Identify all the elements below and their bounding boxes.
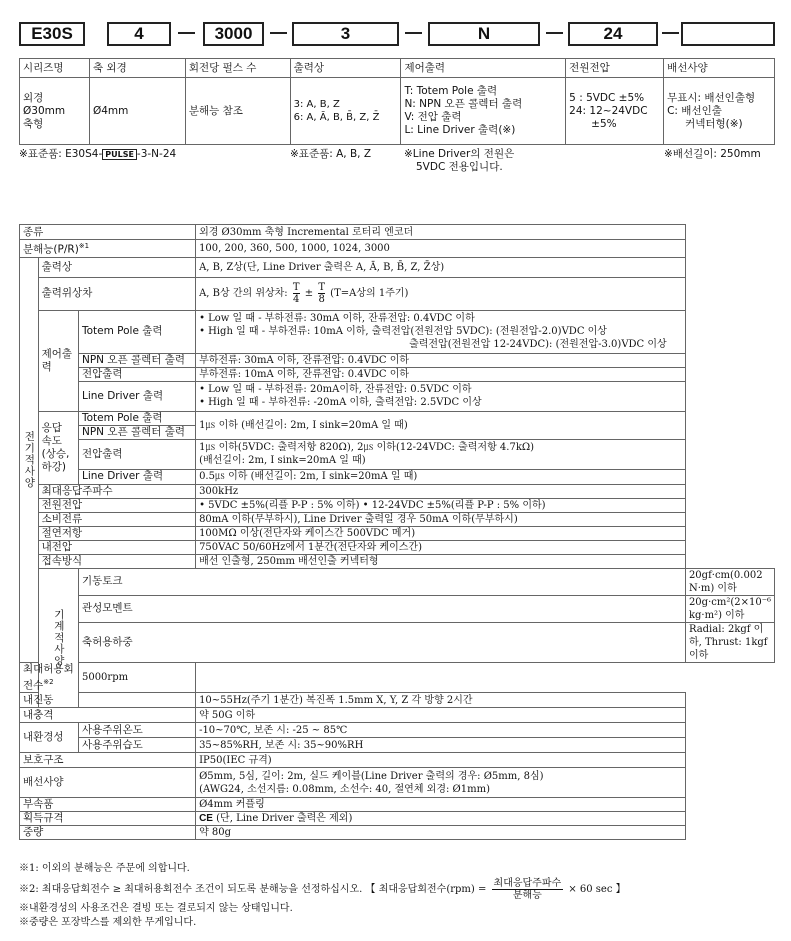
ordering-table [19, 58, 775, 145]
spec-label: 최대응답주파수 [38, 484, 195, 498]
footnote-3: ※내환경성의 사용조건은 결빙 또는 결로되지 않는 상태입니다. [19, 903, 293, 914]
code-control-output: N [428, 22, 540, 46]
spec-value: 5000rpm [78, 662, 195, 693]
code-output-phase: 3 [292, 22, 399, 46]
standard-note: ※표준품: E30S4- PULSE -3-N-24 [19, 148, 177, 160]
spec-label: 기동토크 [78, 568, 685, 595]
ord-header: 회전당 펄스 수 [185, 59, 290, 78]
spec-label: 전원전압 [38, 498, 195, 512]
ord-shaft: Ø4mm [89, 78, 185, 145]
ce-mark-icon: CE [199, 813, 213, 824]
spec-value: 약 80g [196, 826, 686, 840]
code-dash [662, 32, 679, 34]
spec-table [19, 224, 775, 840]
spec-value: 0.5㎲ 이하 (배선길이: 2m, I sink=20mA 일 때) [196, 469, 686, 484]
spec-label: 보호구조 [20, 753, 196, 768]
ord-cable: 무표시: 배선인출형 C: 배선인출 커넥터형(※) [664, 78, 775, 145]
spec-value: • Low 일 때 - 부하전류: 20mA이하, 잔류전압: 0.5VDC 이하 • High 일 때 - 부하전류: -20mA 이하, 출력전압: 2.5VDC 이상 [196, 381, 686, 411]
spec-label: 축허용하중 [78, 622, 685, 662]
code-cable [681, 22, 775, 46]
spec-label: 부속품 [20, 798, 196, 812]
spec-value: A, B, Z상(단, Line Driver 출력은 A, Ā, B, B̄, Z, Z̄상) [196, 257, 686, 277]
spec-label: 출력위상차 [38, 277, 195, 310]
spec-value: 외경 Ø30mm 축형 Incremental 로터리 엔코더 [196, 225, 686, 240]
group-mechanical: 기계적사양 [38, 568, 78, 708]
spec-label: Totem Pole 출력 [78, 411, 195, 425]
spec-value: • 5VDC ±5%(리플 P-P : 5% 이하) • 12-24VDC ±5%(리플 P-P : 5% 이하) [196, 498, 686, 512]
code-power: 24 [568, 22, 658, 46]
spec-value: 부하전류: 10mA 이하, 잔류전압: 0.4VDC 이하 [196, 367, 686, 381]
spec-label: 최대허용회전수$^{※2}$ [20, 662, 79, 693]
spec-label: 종류 [20, 225, 196, 240]
code-pulse: 3000 [203, 22, 264, 46]
code-series: E30S [19, 22, 85, 46]
footnote-4: ※중량은 포장박스를 제외한 무게입니다. [19, 917, 197, 928]
spec-value: Ø4mm 커플링 [196, 798, 686, 812]
spec-label: 전압출력 [78, 367, 195, 381]
spec-label: Totem Pole 출력 [78, 310, 195, 353]
spec-value: Radial: 2kgf 이하, Thrust: 1kgf 이하 [685, 622, 774, 662]
spec-label: 출력상 [38, 257, 195, 277]
spec-value: 300kHz [196, 484, 686, 498]
spec-value: • Low 일 때 - 부하전류: 30mA 이하, 잔류전압: 0.4VDC 이하 • High 일 때 - 부하전류: 10mA 이하, 출력전압(전원전압 5VDC): (전원전압-2.0)VDC 이상 출력전압(전원전압 12-24VDC): (전원전압-3.0)VDC 이상 [196, 310, 686, 353]
spec-label: 응답 속도 (상승, 하강) [38, 411, 78, 484]
ord-header: 축 외경 [89, 59, 185, 78]
spec-label: Line Driver 출력 [78, 469, 195, 484]
spec-value: IP50(IEC 규격) [196, 753, 686, 768]
ord-power: 5 : 5VDC ±5% 24: 12~24VDC ±5% [566, 78, 664, 145]
spec-value: 80mA 이하(무부하시), Line Driver 출력일 경우 50mA 이하(무부하시) [196, 512, 686, 526]
cable-note: ※배선길이: 250mm [664, 148, 761, 160]
spec-value: Ø5mm, 5심, 길이: 2m, 실드 케이블(Line Driver 출력의 경우: Ø5mm, 8심) (AWG24, 소선지름: 0.08mm, 소선수: 40, 절연체 외경: Ø1mm) [196, 768, 686, 798]
spec-value: 750VAC 50/60Hz에서 1분간(전단자와 케이스간) [196, 540, 686, 554]
pulse-badge: PULSE [102, 149, 137, 160]
spec-value: CE (단, Line Driver 출력은 제외) [196, 812, 686, 826]
code-dash [546, 32, 563, 34]
spec-value: 100, 200, 360, 500, 1000, 1024, 3000 [196, 240, 686, 258]
spec-label: 관성모멘트 [78, 595, 685, 622]
ord-control-output: T: Totem Pole 출력 N: NPN 오픈 콜렉터 출력 V: 전압 출력 L: Line Driver 출력(※) [401, 78, 566, 145]
spec-value: 1㎲ 이하 (배선길이: 2m, I sink=20mA 일 때) [196, 411, 686, 439]
spec-label: 사용주위습도 [78, 738, 195, 753]
spec-label: 배선사양 [20, 768, 196, 798]
spec-label: 중량 [20, 826, 196, 840]
spec-label: 소비전류 [38, 512, 195, 526]
code-dash [178, 32, 195, 34]
spec-label: 전압출력 [78, 439, 195, 469]
code-shaft: 4 [107, 22, 171, 46]
footnote-2: ※2: 최대응답회전수 ≥ 최대허용회전수 조건이 되도록 분해능을 선정하십시오. 【 최대응답회전수(rpm) = 최대응답주파수 분해능 × 60 sec 】 [19, 878, 626, 901]
spec-label: 내진동 [20, 693, 196, 708]
spec-label: 내환경성 [20, 723, 79, 753]
ord-header: 시리즈명 [20, 59, 90, 78]
spec-label: 획득규격 [20, 812, 196, 826]
ord-pulse: 분해능 참조 [185, 78, 290, 145]
spec-label: Line Driver 출력 [78, 381, 195, 411]
footnote-1: ※1: 이외의 분해능은 주문에 의합니다. [19, 863, 190, 874]
spec-label: NPN 오픈 콜렉터 출력 [78, 425, 195, 439]
spec-value: 100MΩ 이상(전단자와 케이스간 500VDC 메거) [196, 526, 686, 540]
spec-label: 내전압 [38, 540, 195, 554]
spec-label: 분해능$(P/R)^{※1}$ [20, 240, 196, 258]
spec-value: A, B상 간의 위상차: $\frac{T}{4}$ ± $\frac{T}{8}$ (T=A상의 1주기) [196, 277, 686, 310]
ord-series: 외경 Ø30mm 축형 [20, 78, 90, 145]
group-electrical: 전기적사양 [20, 257, 39, 662]
spec-value: 20gf·cm(0.002 N·m) 이하 [685, 568, 774, 595]
ord-header: 배선사양 [664, 59, 775, 78]
ord-header: 전원전압 [566, 59, 664, 78]
spec-value: -10~70℃, 보존 시: -25 ~ 85℃ [196, 723, 686, 738]
ord-header: 제어출력 [401, 59, 566, 78]
spec-label: 사용주위온도 [78, 723, 195, 738]
spec-value: 부하전류: 30mA 이하, 잔류전압: 0.4VDC 이하 [196, 353, 686, 367]
spec-value: 20g·cm²(2×10⁻⁶ kg·m²) 이하 [685, 595, 774, 622]
spec-label: 제어출력 [38, 310, 78, 411]
line-driver-note: ※Line Driver의 전원은 5VDC 전용입니다. [404, 148, 515, 173]
spec-value: 1㎲ 이하(5VDC: 출력저항 820Ω), 2㎲ 이하(12-24VDC: 출력저항 4.7kΩ) (배선길이: 2m, I sink=20mA 일 때) [196, 439, 686, 469]
spec-label: 내충격 [20, 708, 196, 723]
spec-value: 약 50G 이하 [196, 708, 686, 723]
phase-note: ※표준품: A, B, Z [290, 148, 372, 160]
spec-value: 35~85%RH, 보존 시: 35~90%RH [196, 738, 686, 753]
spec-value: 10~55Hz(주기 1분간) 복진폭 1.5mm X, Y, Z 각 방향 2시간 [196, 693, 686, 708]
spec-label: 절연저항 [38, 526, 195, 540]
ord-output-phase: 3: A, B, Z 6: A, Ā, B, B̄, Z, Z̄ [290, 78, 401, 145]
spec-label: NPN 오픈 콜렉터 출력 [78, 353, 195, 367]
ord-header: 출력상 [290, 59, 401, 78]
code-dash [270, 32, 287, 34]
code-dash [405, 32, 422, 34]
spec-value: 배선 인출형, 250mm 배선인출 커넥터형 [196, 554, 686, 568]
spec-label: 접속방식 [38, 554, 195, 568]
